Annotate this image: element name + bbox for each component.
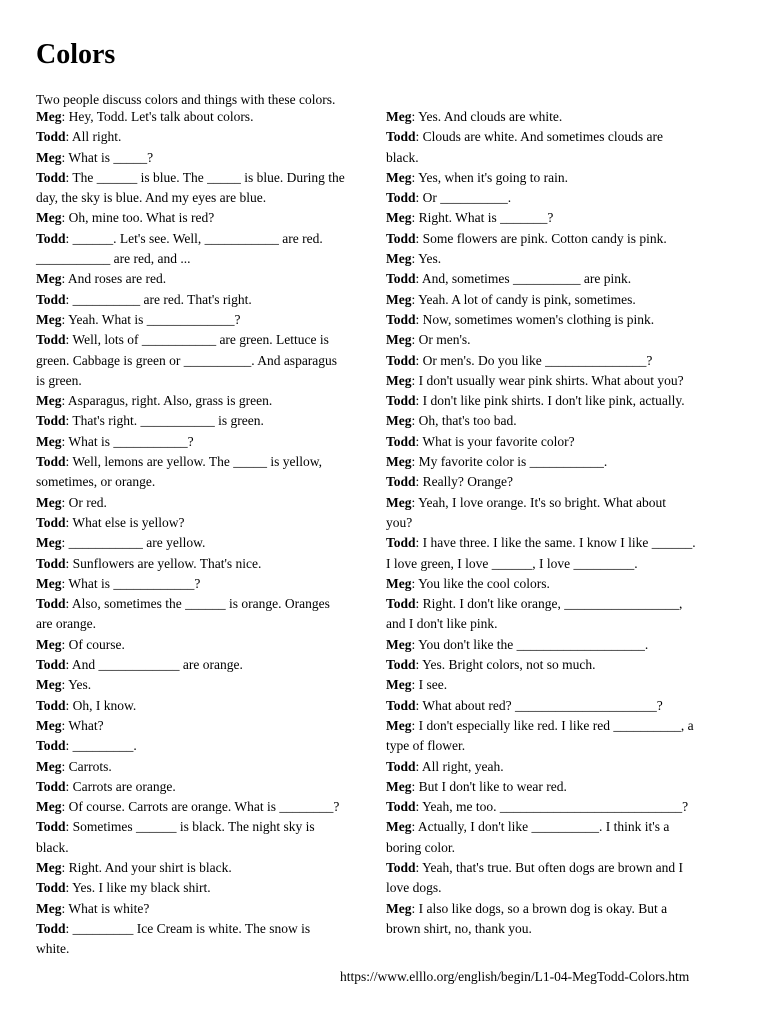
dialogue-line [386,371,734,391]
dialogue-line [36,878,384,898]
speaker-name: Todd [386,535,416,551]
speaker-name: Todd [386,311,416,327]
speaker-name: Meg [36,433,62,449]
dialogue-line [36,148,384,168]
speaker-name: Todd [36,169,66,185]
dialogue-line [386,188,734,208]
speaker-name: Meg [386,900,412,916]
dialogue-text: : Some flowers are pink. Cotton candy is pink. [415,230,667,246]
speaker-name: Todd [36,657,66,673]
dialogue-line [386,696,734,716]
speaker-name: Todd [386,129,416,145]
dialogue-line [386,533,734,553]
dialogue-line [36,229,384,249]
speaker-name: Meg [36,271,62,287]
dialogue-text: : The ______ is blue. The _____ is blue. During the [65,169,345,185]
dialogue-text: : Yes. And clouds are white. [411,109,563,124]
dialogue-text: boring color. [386,839,455,855]
speaker-name: Todd [386,799,416,815]
dialogue-text: : Clouds are white. And sometimes clouds are [415,129,663,145]
dialogue-text: : _________ Ice Cream is white. The snow is [65,920,311,936]
dialogue-text: : You don't like the ___________________. [411,636,649,652]
dialogue-text: : __________ are red. That's right. [65,291,252,307]
dialogue-line [36,127,384,147]
dialogue-line [386,148,734,168]
dialogue-line [36,919,384,939]
dialogue-text: I love green, I love ______, I love _________. [386,555,638,571]
dialogue-text: : I also like dogs, so a brown dog is okay. But a [411,900,668,916]
dialogue-line [386,330,734,350]
dialogue-text: : Or men's. Do you like _______________? [415,352,653,368]
dialogue-line [386,208,734,228]
dialogue-text: : Oh, I know. [65,697,137,713]
speaker-name: Meg [386,677,412,693]
dialogue-line [36,554,384,574]
dialogue-text: : Hey, Todd. Let's talk about colors. [61,109,254,124]
dialogue-text: : And, sometimes __________ are pink. [415,271,632,287]
dialogue-line [36,777,384,797]
dialogue-text: : But I don't like to wear red. [411,778,567,794]
speaker-name: Meg [36,758,62,774]
dialogue-text: is green. [36,372,82,388]
dialogue-text: : Right. What is _______? [411,210,554,226]
speaker-name: Meg [386,636,412,652]
dialogue-text: type of flower. [386,738,466,754]
dialogue-text: ___________ are red, and ... [36,251,191,267]
speaker-name: Meg [36,717,62,733]
speaker-name: Todd [36,555,66,571]
dialogue-line [386,229,734,249]
dialogue-line [36,107,384,127]
dialogue-text: : And ____________ are orange. [65,657,243,673]
speaker-name: Todd [386,352,416,368]
dialogue-line [36,208,384,228]
speaker-name: Todd [36,413,66,429]
dialogue-text: : Oh, mine too. What is red? [61,210,215,226]
speaker-name: Meg [36,149,62,165]
dialogue-line [36,310,384,330]
dialogue-text: : Yeah, that's true. But often dogs are brown and I [415,859,684,875]
dialogue-text: : Or red. [61,494,107,510]
dialogue-text: brown shirt, no, thank you. [386,920,532,936]
speaker-name: Meg [386,332,412,348]
speaker-name: Meg [386,372,412,388]
dialogue-line [386,757,734,777]
dialogue-line [36,736,384,756]
dialogue-text: : What else is yellow? [65,514,185,530]
dialogue-line [386,411,734,431]
dialogue-text: : Or men's. [411,332,471,348]
speaker-name: Todd [386,230,416,246]
dialogue-line [386,594,734,614]
dialogue-line [386,675,734,695]
dialogue-text: love dogs. [386,880,442,896]
intro-text: Two people discuss colors and things with these colors. [36,92,336,107]
dialogue-line [386,655,734,675]
page-title: Colors [36,39,116,70]
dialogue-line [36,675,384,695]
source-url[interactable]: https://www.elllo.org/english/begin/L1-04-MegTodd-Colors.htm [340,969,690,984]
dialogue-line [386,351,734,371]
dialogue-line [36,817,384,837]
speaker-name: Meg [36,799,62,815]
dialogue-text: : What is your favorite color? [415,433,575,449]
speaker-name: Meg [386,778,412,794]
dialogue-text: : Right. And your shirt is black. [61,859,232,875]
speaker-name: Meg [386,454,412,470]
speaker-name: Todd [386,190,416,206]
speaker-name: Todd [36,778,66,794]
dialogue-text: : Right. I don't like orange, _________________, [415,596,683,612]
dialogue-line [36,472,384,492]
dialogue-text: : I have three. I like the same. I know I like ______. [415,535,696,551]
dialogue-line [36,330,384,350]
dialogue-text: : Sunflowers are yellow. That's nice. [65,555,262,571]
dialogue-text: : I don't especially like red. I like red __________, a [411,717,694,733]
dialogue-line [36,696,384,716]
speaker-name: Meg [36,900,62,916]
dialogue-text: : You like the cool colors. [411,575,550,591]
speaker-name: Meg [36,535,62,551]
speaker-name: Todd [386,596,416,612]
dialogue-line [386,432,734,452]
dialogue-text: : That's right. ___________ is green. [65,413,264,429]
dialogue-text: black. [386,149,419,165]
dialogue-line [386,777,734,797]
dialogue-line [36,513,384,533]
dialogue-line [386,635,734,655]
dialogue-text: : Or __________. [415,190,512,206]
dialogue-line [386,899,734,919]
speaker-name: Todd [386,758,416,774]
dialogue-line [36,168,384,188]
dialogue-line [36,757,384,777]
speaker-name: Meg [36,859,62,875]
dialogue-line [386,168,734,188]
dialogue-line [36,533,384,553]
dialogue-line [386,878,734,898]
dialogue-text: : Really? Orange? [415,474,513,490]
dialogue-line [386,107,734,127]
speaker-name: Todd [386,697,416,713]
dialogue-text: : What is white? [61,900,150,916]
speaker-name: Meg [386,575,412,591]
speaker-name: Meg [36,636,62,652]
dialogue-text: : Carrots are orange. [65,778,176,794]
dialogue-text: : What about red? _____________________? [415,697,663,713]
dialogue-line [36,452,384,472]
dialogue-text: : I don't like pink shirts. I don't like pink, actually. [415,393,685,409]
speaker-name: Meg [36,109,62,124]
dialogue-line [386,310,734,330]
dialogue-text: : And roses are red. [61,271,167,287]
dialogue-line [36,411,384,431]
speaker-name: Todd [36,129,66,145]
dialogue-text: : I see. [411,677,448,693]
dialogue-line [36,716,384,736]
speaker-name: Meg [36,575,62,591]
dialogue-line [36,939,384,959]
speaker-name: Todd [36,230,66,246]
dialogue-text: : Also, sometimes the ______ is orange. Oranges [65,596,330,612]
dialogue-text: : Asparagus, right. Also, grass is green. [61,393,273,409]
dialogue-line [386,838,734,858]
dialogue-text: : Yeah. A lot of candy is pink, sometimes. [411,291,636,307]
speaker-name: Todd [386,393,416,409]
dialogue-text: : Actually, I don't like __________. I think it's a [411,819,670,835]
speaker-name: Todd [36,514,66,530]
speaker-name: Meg [386,291,412,307]
speaker-name: Meg [386,717,412,733]
dialogue-text: : Well, lemons are yellow. The _____ is yellow, [65,454,323,470]
dialogue-text: : All right. [65,129,122,145]
dialogue-text: : _________. [65,738,137,754]
dialogue-text: : My favorite color is ___________. [411,454,608,470]
speaker-name: Meg [386,819,412,835]
speaker-name: Todd [386,433,416,449]
speaker-name: Todd [386,657,416,673]
speaker-name: Todd [36,291,66,307]
dialogue-text: black. [36,839,69,855]
speaker-name: Meg [386,494,412,510]
speaker-name: Todd [36,880,66,896]
dialogue-line [36,432,384,452]
speaker-name: Meg [386,169,412,185]
dialogue-line [36,594,384,614]
dialogue-text: : Carrots. [61,758,112,774]
dialogue-line [36,290,384,310]
dialogue-line [386,513,734,533]
dialogue-text: and I don't like pink. [386,616,498,632]
speaker-name: Meg [36,677,62,693]
dialogue-text: : Of course. [61,636,125,652]
dialogue-line [36,249,384,269]
dialogue-text: : Yeah, me too. ___________________________? [415,799,689,815]
dialogue-line [386,797,734,817]
speaker-name: Meg [36,393,62,409]
speaker-name: Todd [386,271,416,287]
dialogue-text: : Yes, when it's going to rain. [411,169,569,185]
dialogue-text: : ___________ are yellow. [61,535,206,551]
dialogue-line [386,493,734,513]
dialogue-line [386,127,734,147]
speaker-name: Meg [386,210,412,226]
speaker-name: Meg [36,494,62,510]
dialogue-line [386,919,734,939]
dialogue-text: : Sometimes ______ is black. The night sky is [65,819,315,835]
dialogue-line [36,838,384,858]
dialogue-text: : Oh, that's too bad. [411,413,517,429]
speaker-name: Meg [386,109,412,124]
dialogue-line [36,574,384,594]
speaker-name: Meg [386,251,412,267]
dialogue-text: : Of course. Carrots are orange. What is ________? [61,799,340,815]
dialogue-text: white. [36,941,70,957]
speaker-name: Todd [386,474,416,490]
dialogue-text: : Yeah, I love orange. It's so bright. What about [411,494,667,510]
dialogue-line [36,391,384,411]
dialogue-line [36,614,384,634]
dialogue-line [36,655,384,675]
speaker-name: Todd [36,454,66,470]
dialogue-text: : What is ____________? [61,575,201,591]
dialogue-text: : What? [61,717,104,733]
dialogue-text: : What is _____? [61,149,154,165]
speaker-name: Meg [386,413,412,429]
dialogue-column-right [386,107,734,939]
dialogue-text: you? [386,514,413,530]
dialogue-text: are orange. [36,616,96,632]
dialogue-text: : Now, sometimes women's clothing is pink. [415,311,655,327]
dialogue-text: : Yes. [61,677,92,693]
speaker-name: Todd [36,332,66,348]
dialogue-text: : Yeah. What is _____________? [61,311,241,327]
dialogue-line [36,635,384,655]
speaker-name: Todd [36,697,66,713]
dialogue-line [386,716,734,736]
dialogue-line [386,817,734,837]
dialogue-line [386,736,734,756]
dialogue-line [36,188,384,208]
speaker-name: Todd [36,596,66,612]
dialogue-text: sometimes, or orange. [36,474,156,490]
speaker-name: Meg [36,210,62,226]
dialogue-line [386,554,734,574]
dialogue-line [386,472,734,492]
speaker-name: Todd [36,819,66,835]
dialogue-line [386,614,734,634]
dialogue-text: : Yes. Bright colors, not so much. [415,657,596,673]
dialogue-text: : Well, lots of ___________ are green. Lettuce is [65,332,329,348]
dialogue-line [386,858,734,878]
dialogue-line [36,269,384,289]
dialogue-text: : Yes. [411,251,442,267]
dialogue-text: day, the sky is blue. And my eyes are blue. [36,190,267,206]
dialogue-line [386,269,734,289]
dialogue-line [386,452,734,472]
dialogue-text: : ______. Let's see. Well, ___________ are red. [65,230,323,246]
speaker-name: Todd [36,920,66,936]
speaker-name: Todd [386,859,416,875]
dialogue-line [36,858,384,878]
dialogue-line [386,574,734,594]
dialogue-text: : What is ___________? [61,433,194,449]
dialogue-text: : I don't usually wear pink shirts. What about you? [411,372,684,388]
speaker-name: Meg [36,311,62,327]
dialogue-line [386,391,734,411]
dialogue-line [386,249,734,269]
speaker-name: Todd [36,738,66,754]
dialogue-line [36,797,384,817]
dialogue-line [36,899,384,919]
dialogue-line [36,371,384,391]
dialogue-text: green. Cabbage is green or __________. And asparagus [36,352,338,368]
dialogue-column-left [36,107,384,959]
dialogue-line [36,493,384,513]
dialogue-line [36,351,384,371]
dialogue-text: : All right, yeah. [415,758,504,774]
dialogue-text: : Yes. I like my black shirt. [65,880,211,896]
dialogue-line [386,290,734,310]
